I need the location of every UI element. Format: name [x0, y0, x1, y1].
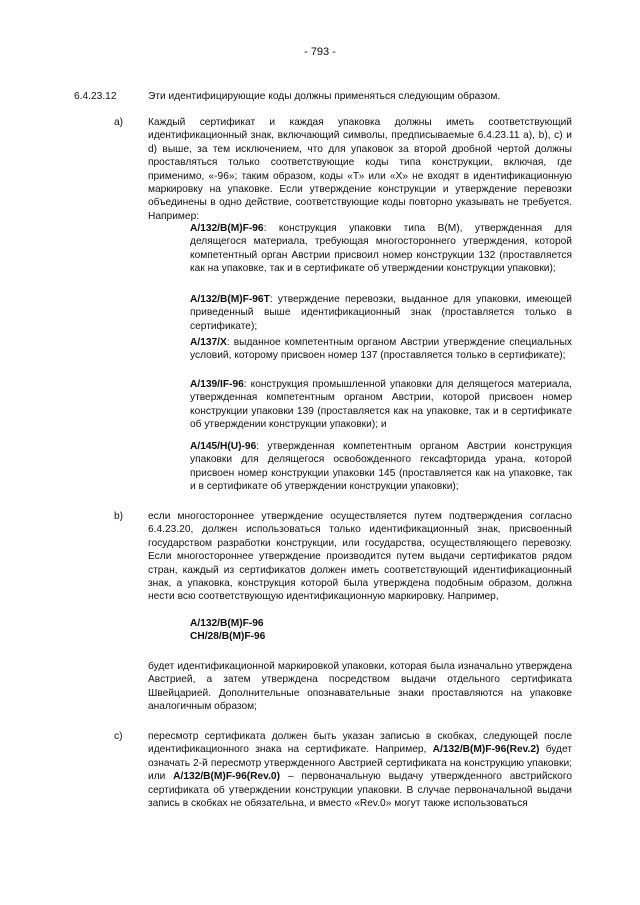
- example-code: A/139/IF-96: [190, 379, 244, 390]
- item-marker: a): [114, 117, 124, 128]
- page-number: - 793 -: [304, 46, 336, 58]
- example-2: [190, 293, 572, 333]
- list-item-a: [114, 116, 572, 223]
- example-1: [190, 222, 572, 276]
- section-heading: [74, 90, 574, 103]
- example-3: [190, 336, 572, 363]
- example-desc: : выданное компетентным органом Австрии утверждение специальных условий, которому присвоен номер 137 (проставляется только в сертификате);: [190, 337, 572, 362]
- example-5: [190, 440, 572, 494]
- code-line: CH/28/B(M)F-96: [190, 631, 266, 643]
- example-code: A/137/X: [190, 337, 227, 348]
- item-marker: b): [114, 511, 124, 522]
- code-line: A/132/B(M)F-96: [190, 618, 264, 629]
- item-text: будет идентификационной маркировкой упаковки, которая была изначально утверждена Австрией, а затем утверждена посредством выдачи отдельного сертификата Швейцарией. Дополнительные опознавательные знаки проставляются на упаковке аналогичным образом;: [148, 661, 572, 713]
- item-text: Каждый сертификат и каждая упаковка должны иметь соответствующий идентификационный знак, включающий символы, предписываемые 6.4.23.11 a), b), c) и d) выше, за тем исключением, что для упаковок за второй дробной чертой должны проставляться только соответствующие коды типа конструкции, включая, где применимо, «-96»; таким образом, коды «Т» или «Х» не входят в идентификационную маркировку на упаковке. Если утверждение конструкции и утверждение перевозки объединены в одно действие, соответствующие коды повторно указывать не требуется. Например:: [148, 117, 572, 222]
- example-desc: : конструкция промышленной упаковки для делящегося материала, утвержденная компетентным органом Австрии, которой присвоен номер конструкции упаковки 139 (проставляется как на упаковке, так и в сертификате об утверждении конструкции упаковки); и: [190, 379, 572, 431]
- code-inline: A/132/B(M)F-96(Rev.2): [432, 744, 540, 756]
- example-desc: : утверждение перевозки, выданное для упаковки, имеющей приведенный выше идентификационный знак (проставляется только в сертификате);: [190, 294, 572, 332]
- text-run: пересмотр сертификата должен быть указан записью в скобках, следующей после идентификационного знака на сертификате. Например,: [148, 731, 572, 756]
- list-item-c: [114, 730, 573, 810]
- example-4: [190, 378, 572, 432]
- example-desc: : утвержденная компетентным органом Австрии конструкция упаковки для делящегося освобожденного гексафторида урана, которой присвоен номер конструкции упаковки 145 (проставляется как на упаковке, так и в сертификате об утверждении конструкции упаковки);: [190, 441, 572, 493]
- section-title: Эти идентифицирующие коды должны применяться следующим образом.: [148, 91, 501, 102]
- example-code: A/132/B(M)F-96: [190, 223, 264, 234]
- item-b-continuation: [148, 660, 572, 714]
- list-item-b: [114, 510, 572, 604]
- code-list: [190, 617, 390, 644]
- text-run: – первоначальную выдачу утвержденного австрийского сертификата об утверждении конструкции упаковки. В случае первоначальной выдачи запись в скобках не обязательна, и вместо «Rev.0» могут также использоваться: [148, 771, 573, 810]
- example-desc: : конструкция упаковки типа B(M), утвержденная для делящегося материала, требующая многостороннего утверждения, которой компетентный орган Австрии присвоил номер конструкции 132 (проставляется как на упаковке, так и в сертификате об утверждении конструкции упаковки);: [190, 223, 572, 275]
- text-run: будет означать 2-й пересмотр утвержденного Австрией сертификата на конструкцию упаковки; или: [148, 744, 572, 783]
- item-text: [148, 730, 572, 810]
- item-text: если многостороннее утверждение осуществляется путем подтверждения согласно 6.4.23.20, должен использоваться только идентификационный знак, присвоенный государством разработки конструкции, или государства, осуществляющего перевозку. Если многостороннее утверждение производится путем выдачи сертификатов рядом стран, каждый из сертификатов должен иметь соответствующий идентификационный знак, а упаковка, конструкция которой была утверждена подобным образом, должна нести всю соответствующую идентификационную маркировку. Например,: [148, 511, 572, 603]
- example-code: A/145/H(U)-96: [190, 441, 257, 452]
- item-marker: c): [114, 731, 123, 742]
- section-number: 6.4.23.12: [74, 91, 117, 102]
- code-inline: A/132/B(M)F-96(Rev.0): [173, 771, 280, 783]
- example-code: A/132/B(M)F-96T: [190, 294, 270, 305]
